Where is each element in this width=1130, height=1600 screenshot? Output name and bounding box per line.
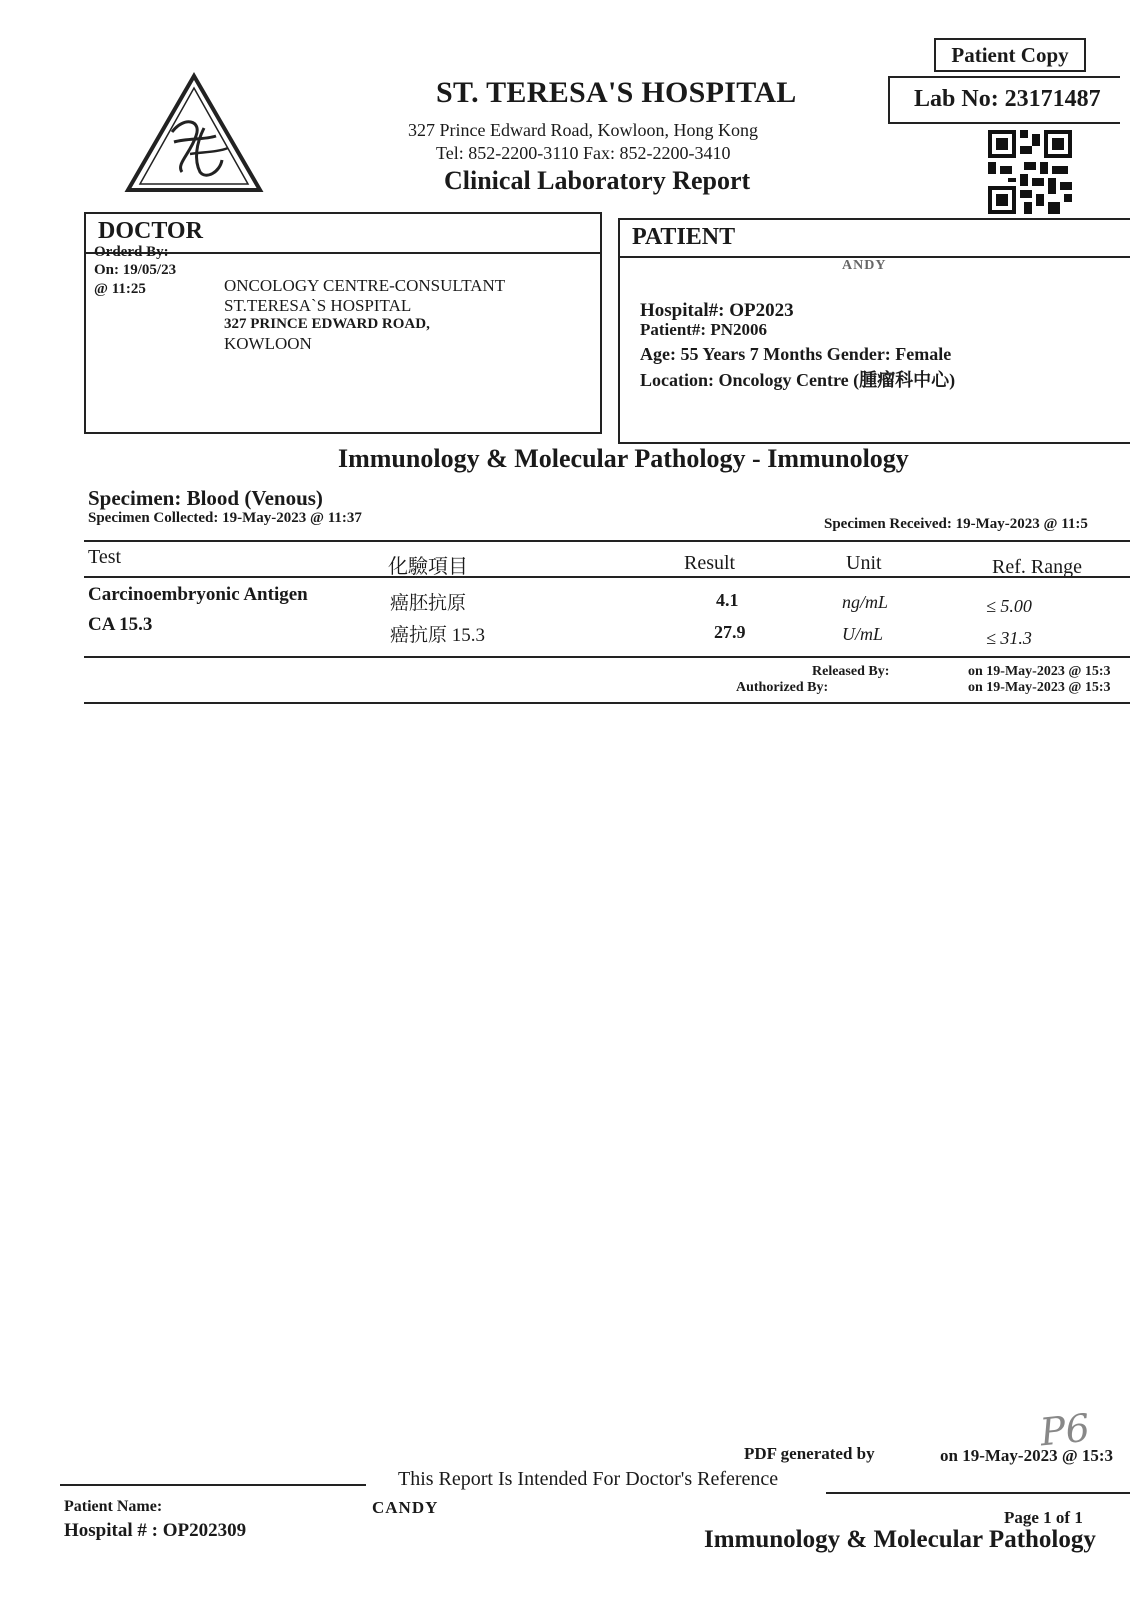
table-row-2-unit: U/mL: [842, 624, 884, 644]
pdf-generated-label: PDF generated by: [744, 1444, 875, 1463]
hospital-logo: [124, 72, 264, 194]
table-row-2-test: CA 15.3: [88, 614, 153, 635]
doctor-line-4: KOWLOON: [224, 334, 312, 353]
patient-location: Location: Oncology Centre (腫瘤科中心): [640, 370, 956, 390]
handwritten-page-mark: P6: [1037, 1405, 1092, 1455]
authorized-by-label: Authorized By:: [736, 680, 829, 695]
pdf-generated-on: on 19-May-2023 @ 15:3: [940, 1446, 1114, 1465]
table-row-2-ref: ≤ 31.3: [986, 628, 1032, 648]
footer-rule-left: [60, 1484, 366, 1486]
col-header-unit: Unit: [846, 552, 882, 574]
patient-title: PATIENT: [632, 224, 736, 250]
patient-hospital-number: Hospital#: OP2023: [640, 300, 794, 321]
col-header-chinese: 化驗項目: [388, 556, 468, 578]
table-row-2-result: 27.9: [714, 622, 746, 642]
table-header-rule: [84, 576, 1130, 578]
footer-patient-name-label: Patient Name:: [64, 1498, 163, 1515]
patient-panel-header: [620, 220, 1130, 258]
table-row-1-result: 4.1: [716, 590, 739, 610]
order-time: @ 11:25: [94, 281, 146, 297]
footer-hospital-number: Hospital # : OP202309: [64, 1520, 247, 1541]
qr-code-icon: [988, 130, 1072, 214]
released-on: on 19-May-2023 @ 15:3: [968, 664, 1111, 679]
table-row-2-chinese: 癌抗原 15.3: [390, 625, 486, 646]
hospital-name: ST. TERESA'S HOSPITAL: [436, 76, 797, 109]
col-header-result: Result: [684, 552, 736, 574]
patient-name-fragment: ANDY: [842, 258, 887, 273]
specimen-collected: Specimen Collected: 19-May-2023 @ 11:37: [88, 510, 362, 526]
doctor-line-1: ONCOLOGY CENTRE-CONSULTANT: [224, 276, 506, 295]
specimen-received: Specimen Received: 19-May-2023 @ 11:5: [824, 516, 1088, 532]
table-row-1-unit: ng/mL: [842, 592, 889, 612]
report-notice: This Report Is Intended For Doctor's Reference: [398, 1468, 779, 1490]
order-date: On: 19/05/23: [94, 262, 177, 278]
doctor-line-3: 327 PRINCE EDWARD ROAD,: [224, 316, 430, 332]
released-by-label: Released By:: [812, 664, 890, 679]
lab-number: Lab No: 23171487: [888, 76, 1120, 124]
doctor-line-2: ST.TERESA`S HOSPITAL: [224, 296, 412, 315]
footer-rule-right: [826, 1492, 1130, 1494]
col-header-ref-range: Ref. Range: [992, 556, 1082, 578]
col-header-test: Test: [88, 546, 122, 568]
section-title: Immunology & Molecular Pathology - Immunology: [338, 444, 909, 473]
ordered-by-label: Orderd By:: [94, 244, 169, 260]
specimen-type: Specimen: Blood (Venous): [88, 486, 323, 510]
footer-patient-name: CANDY: [372, 1498, 439, 1517]
doctor-title: DOCTOR: [98, 218, 203, 244]
table-row-1-test: Carcinoembryonic Antigen: [88, 584, 308, 605]
table-row-1-ref: ≤ 5.00: [986, 596, 1032, 616]
table-top-rule: [84, 540, 1130, 542]
hospital-address: 327 Prince Edward Road, Kowloon, Hong Kong: [408, 120, 758, 140]
patient-age-gender: Age: 55 Years 7 Months Gender: Female: [640, 344, 952, 364]
authorized-on: on 19-May-2023 @ 15:3: [968, 680, 1111, 695]
release-rule: [84, 702, 1130, 704]
footer-department: Immunology & Molecular Pathology: [704, 1526, 1096, 1553]
hospital-contact: Tel: 852-2200-3110 Fax: 852-2200-3410: [436, 143, 731, 163]
page-number: Page 1 of 1: [1004, 1508, 1083, 1527]
patient-number: Patient#: PN2006: [640, 320, 768, 339]
report-title: Clinical Laboratory Report: [444, 166, 751, 195]
table-bottom-rule: [84, 656, 1130, 658]
patient-copy-badge: Patient Copy: [934, 38, 1086, 72]
table-row-1-chinese: 癌胚抗原: [390, 593, 467, 614]
